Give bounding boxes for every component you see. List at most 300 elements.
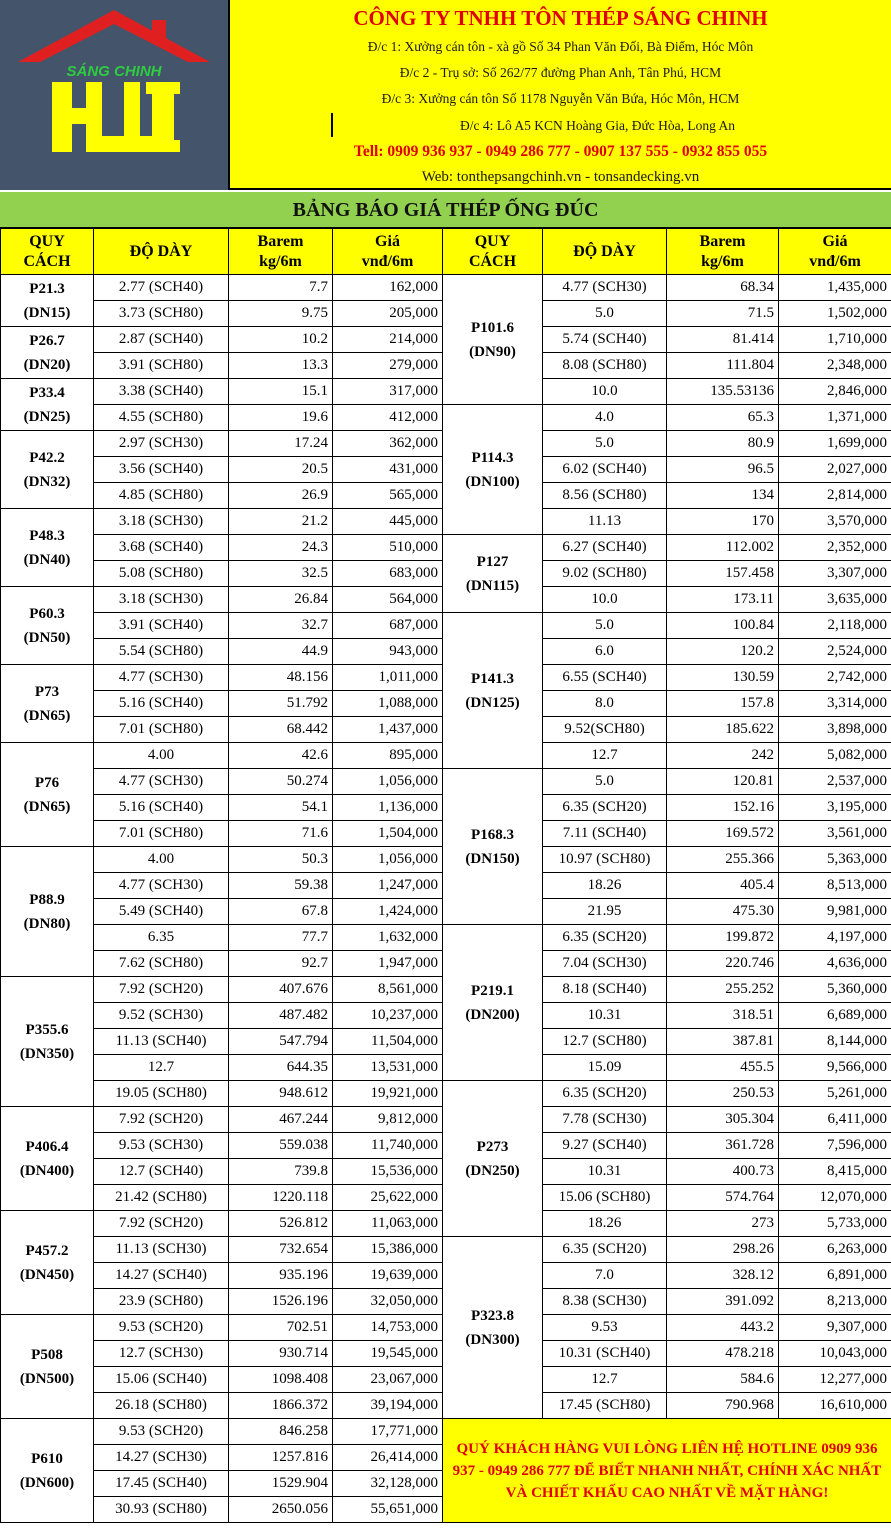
thickness-cell: 5.0 bbox=[543, 301, 667, 327]
barem-cell: 152.16 bbox=[667, 795, 779, 821]
price-cell: 2,814,000 bbox=[779, 483, 891, 509]
thickness-cell: 3.18 (SCH30) bbox=[94, 509, 229, 535]
thickness-cell: 15.06 (SCH40) bbox=[94, 1367, 229, 1393]
spec-cell bbox=[1, 665, 94, 743]
price-cell: 8,513,000 bbox=[779, 873, 891, 899]
spec-size: P406.4 bbox=[25, 1138, 69, 1155]
thickness-cell: 10.0 bbox=[543, 587, 667, 613]
thickness-cell: 7.92 (SCH20) bbox=[94, 1107, 229, 1133]
text-cursor bbox=[331, 113, 333, 137]
phone-line: Tell: 0909 936 937 - 0949 286 777 - 0907 137 555 - 0932 855 055 bbox=[353, 143, 768, 160]
barem-cell: 15.1 bbox=[229, 379, 333, 405]
price-cell: 362,000 bbox=[333, 431, 443, 457]
price-cell: 2,524,000 bbox=[779, 639, 891, 665]
thickness-cell: 11.13 (SCH40) bbox=[94, 1029, 229, 1055]
price-cell: 317,000 bbox=[333, 379, 443, 405]
spec-dn: (DN20) bbox=[23, 356, 71, 373]
barem-cell: 846.258 bbox=[229, 1419, 333, 1445]
barem-cell: 242 bbox=[667, 743, 779, 769]
spec-size: P273 bbox=[476, 1138, 509, 1155]
thickness-cell: 4.0 bbox=[543, 405, 667, 431]
price-cell: 1,056,000 bbox=[333, 847, 443, 873]
barem-cell: 50.3 bbox=[229, 847, 333, 873]
price-cell: 3,898,000 bbox=[779, 717, 891, 743]
header-spec: QUY CÁCH bbox=[1, 229, 94, 275]
spec-size: P60.3 bbox=[29, 605, 65, 622]
price-cell: 8,561,000 bbox=[333, 977, 443, 1003]
barem-cell: 391.092 bbox=[667, 1289, 779, 1315]
spec-size: P76 bbox=[34, 774, 60, 791]
barem-cell: 77.7 bbox=[229, 925, 333, 951]
barem-cell: 318.51 bbox=[667, 1003, 779, 1029]
spec-dn: (DN115) bbox=[465, 577, 520, 594]
spec-dn: (DN300) bbox=[465, 1331, 520, 1348]
spec-cell bbox=[1, 327, 94, 379]
spec-size: P88.9 bbox=[29, 891, 65, 908]
barem-cell: 547.794 bbox=[229, 1029, 333, 1055]
thickness-cell: 11.13 bbox=[543, 509, 667, 535]
thickness-cell: 8.18 (SCH40) bbox=[543, 977, 667, 1003]
thickness-cell: 19.05 (SCH80) bbox=[94, 1081, 229, 1107]
barem-cell: 644.35 bbox=[229, 1055, 333, 1081]
spec-cell bbox=[443, 275, 543, 405]
spec-dn: (DN50) bbox=[23, 629, 71, 646]
table-row bbox=[1, 925, 891, 951]
spec-cell bbox=[1, 847, 94, 977]
barem-cell: 790.968 bbox=[667, 1393, 779, 1419]
price-cell: 1,710,000 bbox=[779, 327, 891, 353]
barem-cell: 1866.372 bbox=[229, 1393, 333, 1419]
price-cell: 10,237,000 bbox=[333, 1003, 443, 1029]
price-cell: 39,194,000 bbox=[333, 1393, 443, 1419]
barem-cell: 1526.196 bbox=[229, 1289, 333, 1315]
thickness-cell: 18.26 bbox=[543, 1211, 667, 1237]
spec-size: P610 bbox=[31, 1450, 63, 1467]
price-cell: 2,742,000 bbox=[779, 665, 891, 691]
spec-cell bbox=[443, 613, 543, 769]
table-row bbox=[1, 535, 891, 561]
thickness-cell: 6.35 (SCH20) bbox=[543, 795, 667, 821]
thickness-cell: 7.62 (SCH80) bbox=[94, 951, 229, 977]
spec-cell bbox=[1, 587, 94, 665]
price-cell: 4,197,000 bbox=[779, 925, 891, 951]
thickness-cell: 9.52 (SCH30) bbox=[94, 1003, 229, 1029]
barem-cell: 157.8 bbox=[667, 691, 779, 717]
barem-cell: 1529.904 bbox=[229, 1471, 333, 1497]
price-cell: 7,596,000 bbox=[779, 1133, 891, 1159]
thickness-cell: 10.0 bbox=[543, 379, 667, 405]
thickness-cell: 12.7 bbox=[543, 1367, 667, 1393]
barem-cell: 26.84 bbox=[229, 587, 333, 613]
thickness-cell: 10.31 bbox=[543, 1003, 667, 1029]
barem-cell: 220.746 bbox=[667, 951, 779, 977]
thickness-cell: 5.54 (SCH80) bbox=[94, 639, 229, 665]
thickness-cell: 5.16 (SCH40) bbox=[94, 795, 229, 821]
spec-size: P323.8 bbox=[471, 1307, 514, 1324]
thickness-cell: 10.97 (SCH80) bbox=[543, 847, 667, 873]
barem-cell: 21.2 bbox=[229, 509, 333, 535]
price-cell: 510,000 bbox=[333, 535, 443, 561]
header-barem: Barem kg/6m bbox=[667, 229, 779, 275]
thickness-cell: 9.53 (SCH20) bbox=[94, 1315, 229, 1341]
price-cell: 10,043,000 bbox=[779, 1341, 891, 1367]
price-cell: 32,128,000 bbox=[333, 1471, 443, 1497]
spec-dn: (DN65) bbox=[23, 707, 71, 724]
barem-cell: 24.3 bbox=[229, 535, 333, 561]
spec-size: P508 bbox=[31, 1346, 63, 1363]
price-cell: 19,639,000 bbox=[333, 1263, 443, 1289]
thickness-cell: 23.9 (SCH80) bbox=[94, 1289, 229, 1315]
barem-cell: 42.6 bbox=[229, 743, 333, 769]
thickness-cell: 4.77 (SCH30) bbox=[94, 665, 229, 691]
thickness-cell: 18.26 bbox=[543, 873, 667, 899]
spec-size: P48.3 bbox=[29, 527, 65, 544]
price-table bbox=[0, 228, 891, 1523]
thickness-cell: 17.45 (SCH80) bbox=[543, 1393, 667, 1419]
price-cell: 5,360,000 bbox=[779, 977, 891, 1003]
header-thickness: ĐỘ DÀY bbox=[543, 229, 667, 275]
spec-size: P219.1 bbox=[471, 982, 514, 999]
logo-brand-text: SÁNG CHINH bbox=[66, 63, 162, 80]
barem-cell: 478.218 bbox=[667, 1341, 779, 1367]
thickness-cell: 9.53 (SCH20) bbox=[94, 1419, 229, 1445]
price-cell: 2,027,000 bbox=[779, 457, 891, 483]
price-cell: 5,363,000 bbox=[779, 847, 891, 873]
table-row bbox=[1, 405, 891, 431]
barem-cell: 130.59 bbox=[667, 665, 779, 691]
thickness-cell: 21.95 bbox=[543, 899, 667, 925]
barem-cell: 1257.816 bbox=[229, 1445, 333, 1471]
price-cell: 431,000 bbox=[333, 457, 443, 483]
price-cell: 564,000 bbox=[333, 587, 443, 613]
price-cell: 1,247,000 bbox=[333, 873, 443, 899]
thickness-cell: 8.38 (SCH30) bbox=[543, 1289, 667, 1315]
spec-dn: (DN500) bbox=[19, 1370, 75, 1387]
barem-cell: 19.6 bbox=[229, 405, 333, 431]
thickness-cell: 7.04 (SCH30) bbox=[543, 951, 667, 977]
thickness-cell: 10.31 bbox=[543, 1159, 667, 1185]
price-cell: 1,371,000 bbox=[779, 405, 891, 431]
price-cell: 1,136,000 bbox=[333, 795, 443, 821]
price-cell: 1,435,000 bbox=[779, 275, 891, 301]
price-cell: 15,536,000 bbox=[333, 1159, 443, 1185]
table-row bbox=[1, 769, 891, 795]
barem-cell: 112.002 bbox=[667, 535, 779, 561]
barem-cell: 157.458 bbox=[667, 561, 779, 587]
thickness-cell: 15.06 (SCH80) bbox=[543, 1185, 667, 1211]
spec-size: P26.7 bbox=[29, 332, 65, 349]
price-cell: 1,424,000 bbox=[333, 899, 443, 925]
barem-cell: 67.8 bbox=[229, 899, 333, 925]
thickness-cell: 21.42 (SCH80) bbox=[94, 1185, 229, 1211]
price-cell: 683,000 bbox=[333, 561, 443, 587]
barem-cell: 68.442 bbox=[229, 717, 333, 743]
barem-cell: 44.9 bbox=[229, 639, 333, 665]
thickness-cell: 4.00 bbox=[94, 743, 229, 769]
page-header bbox=[0, 0, 891, 192]
spec-size: P73 bbox=[34, 683, 60, 700]
spec-cell bbox=[1, 379, 94, 431]
barem-cell: 361.728 bbox=[667, 1133, 779, 1159]
thickness-cell: 5.08 (SCH80) bbox=[94, 561, 229, 587]
barem-cell: 48.156 bbox=[229, 665, 333, 691]
spec-size: P141.3 bbox=[471, 670, 514, 687]
thickness-cell: 4.77 (SCH30) bbox=[94, 769, 229, 795]
thickness-cell: 8.56 (SCH80) bbox=[543, 483, 667, 509]
thickness-cell: 3.68 (SCH40) bbox=[94, 535, 229, 561]
thickness-cell: 9.53 (SCH30) bbox=[94, 1133, 229, 1159]
price-cell: 11,063,000 bbox=[333, 1211, 443, 1237]
thickness-cell: 5.0 bbox=[543, 431, 667, 457]
price-cell: 1,632,000 bbox=[333, 925, 443, 951]
company-name: CÔNG TY TNHH TÔN THÉP SÁNG CHINH bbox=[353, 6, 768, 30]
price-cell: 11,504,000 bbox=[333, 1029, 443, 1055]
price-cell: 5,082,000 bbox=[779, 743, 891, 769]
price-cell: 12,277,000 bbox=[779, 1367, 891, 1393]
thickness-cell: 7.78 (SCH30) bbox=[543, 1107, 667, 1133]
barem-cell: 65.3 bbox=[667, 405, 779, 431]
barem-cell: 54.1 bbox=[229, 795, 333, 821]
price-cell: 19,545,000 bbox=[333, 1341, 443, 1367]
hotline-notice: QUÝ KHÁCH HÀNG VUI LÒNG LIÊN HỆ HOTLINE 0909 936 937 - 0949 286 777 ĐỂ BIẾT NHANH NHẤT, CHÍNH XÁC NHẤT VÀ CHIẾT KHẤU CAO NHẤT VỀ MẶT HÀNG! bbox=[443, 1419, 891, 1523]
thickness-cell: 15.09 bbox=[543, 1055, 667, 1081]
table-header-row bbox=[1, 229, 891, 275]
price-cell: 205,000 bbox=[333, 301, 443, 327]
barem-cell: 298.26 bbox=[667, 1237, 779, 1263]
price-cell: 565,000 bbox=[333, 483, 443, 509]
table-row bbox=[1, 1237, 891, 1263]
barem-cell: 20.5 bbox=[229, 457, 333, 483]
thickness-cell: 4.77 (SCH30) bbox=[543, 275, 667, 301]
spec-size: P114.3 bbox=[471, 449, 514, 466]
barem-cell: 68.34 bbox=[667, 275, 779, 301]
spec-cell bbox=[1, 1211, 94, 1315]
spec-dn: (DN450) bbox=[19, 1266, 75, 1283]
spec-size: P168.3 bbox=[471, 826, 514, 843]
price-cell: 214,000 bbox=[333, 327, 443, 353]
thickness-cell: 7.01 (SCH80) bbox=[94, 821, 229, 847]
thickness-cell: 6.35 (SCH20) bbox=[543, 1237, 667, 1263]
thickness-cell: 6.27 (SCH40) bbox=[543, 535, 667, 561]
spec-cell bbox=[1, 743, 94, 847]
spec-dn: (DN600) bbox=[19, 1474, 75, 1491]
barem-cell: 9.75 bbox=[229, 301, 333, 327]
price-cell: 13,531,000 bbox=[333, 1055, 443, 1081]
price-cell: 8,213,000 bbox=[779, 1289, 891, 1315]
barem-cell: 71.5 bbox=[667, 301, 779, 327]
thickness-cell: 6.35 (SCH20) bbox=[543, 1081, 667, 1107]
spec-cell bbox=[1, 1315, 94, 1419]
header-thickness: ĐỘ DÀY bbox=[94, 229, 229, 275]
barem-cell: 2650.056 bbox=[229, 1497, 333, 1523]
thickness-cell: 3.91 (SCH80) bbox=[94, 353, 229, 379]
price-cell: 9,812,000 bbox=[333, 1107, 443, 1133]
thickness-cell: 9.27 (SCH40) bbox=[543, 1133, 667, 1159]
spec-dn: (DN90) bbox=[469, 343, 516, 360]
barem-cell: 1098.408 bbox=[229, 1367, 333, 1393]
spec-dn: (DN15) bbox=[23, 304, 71, 321]
thickness-cell: 12.7 (SCH80) bbox=[543, 1029, 667, 1055]
barem-cell: 387.81 bbox=[667, 1029, 779, 1055]
barem-cell: 13.3 bbox=[229, 353, 333, 379]
spec-cell bbox=[1, 431, 94, 509]
thickness-cell: 4.77 (SCH30) bbox=[94, 873, 229, 899]
thickness-cell: 9.53 bbox=[543, 1315, 667, 1341]
price-cell: 1,947,000 bbox=[333, 951, 443, 977]
barem-cell: 170 bbox=[667, 509, 779, 535]
thickness-cell: 14.27 (SCH40) bbox=[94, 1263, 229, 1289]
spec-cell bbox=[443, 1237, 543, 1419]
table-row bbox=[1, 613, 891, 639]
price-cell: 55,651,000 bbox=[333, 1497, 443, 1523]
price-cell: 1,437,000 bbox=[333, 717, 443, 743]
table-row bbox=[1, 1081, 891, 1107]
thickness-cell: 5.49 (SCH40) bbox=[94, 899, 229, 925]
spec-dn: (DN350) bbox=[19, 1045, 75, 1062]
spec-dn: (DN200) bbox=[465, 1006, 520, 1023]
thickness-cell: 12.7 (SCH30) bbox=[94, 1341, 229, 1367]
price-cell: 1,056,000 bbox=[333, 769, 443, 795]
spec-cell bbox=[1, 275, 94, 327]
price-cell: 1,088,000 bbox=[333, 691, 443, 717]
price-cell: 3,195,000 bbox=[779, 795, 891, 821]
thickness-cell: 4.00 bbox=[94, 847, 229, 873]
thickness-cell: 9.52(SCH80) bbox=[543, 717, 667, 743]
barem-cell: 80.9 bbox=[667, 431, 779, 457]
thickness-cell: 3.56 (SCH40) bbox=[94, 457, 229, 483]
barem-cell: 100.84 bbox=[667, 613, 779, 639]
barem-cell: 584.6 bbox=[667, 1367, 779, 1393]
spec-size: P127 bbox=[476, 553, 509, 570]
barem-cell: 185.622 bbox=[667, 717, 779, 743]
price-cell: 19,921,000 bbox=[333, 1081, 443, 1107]
spec-cell bbox=[1, 509, 94, 587]
thickness-cell: 17.45 (SCH40) bbox=[94, 1471, 229, 1497]
barem-cell: 935.196 bbox=[229, 1263, 333, 1289]
barem-cell: 7.7 bbox=[229, 275, 333, 301]
spec-cell bbox=[1, 1107, 94, 1211]
price-cell: 5,733,000 bbox=[779, 1211, 891, 1237]
barem-cell: 255.366 bbox=[667, 847, 779, 873]
price-cell: 11,740,000 bbox=[333, 1133, 443, 1159]
price-cell: 3,635,000 bbox=[779, 587, 891, 613]
price-cell: 279,000 bbox=[333, 353, 443, 379]
price-cell: 445,000 bbox=[333, 509, 443, 535]
company-logo bbox=[0, 0, 228, 190]
barem-cell: 135.53136 bbox=[667, 379, 779, 405]
barem-cell: 526.812 bbox=[229, 1211, 333, 1237]
thickness-cell: 7.92 (SCH20) bbox=[94, 977, 229, 1003]
thickness-cell: 12.7 bbox=[94, 1055, 229, 1081]
thickness-cell: 5.0 bbox=[543, 769, 667, 795]
thickness-cell: 14.27 (SCH30) bbox=[94, 1445, 229, 1471]
thickness-cell: 4.85 (SCH80) bbox=[94, 483, 229, 509]
spec-cell bbox=[443, 925, 543, 1081]
barem-cell: 702.51 bbox=[229, 1315, 333, 1341]
price-cell: 412,000 bbox=[333, 405, 443, 431]
thickness-cell: 5.0 bbox=[543, 613, 667, 639]
address-2: Đ/c 2 - Trụ sở: Số 262/77 đường Phan Anh, Tân Phú, HCM bbox=[399, 65, 722, 80]
thickness-cell: 3.73 (SCH80) bbox=[94, 301, 229, 327]
header-price: Giá vnđ/6m bbox=[779, 229, 891, 275]
barem-cell: 405.4 bbox=[667, 873, 779, 899]
price-cell: 2,352,000 bbox=[779, 535, 891, 561]
thickness-cell: 3.18 (SCH30) bbox=[94, 587, 229, 613]
company-info bbox=[228, 0, 891, 190]
price-cell: 9,307,000 bbox=[779, 1315, 891, 1341]
spec-cell bbox=[443, 769, 543, 925]
thickness-cell: 2.87 (SCH40) bbox=[94, 327, 229, 353]
price-cell: 23,067,000 bbox=[333, 1367, 443, 1393]
price-cell: 17,771,000 bbox=[333, 1419, 443, 1445]
spec-cell bbox=[443, 535, 543, 613]
table-body bbox=[1, 275, 891, 1523]
website-line: Web: tonthepsangchinh.vn - tonsandecking.vn bbox=[421, 169, 700, 185]
thickness-cell: 6.02 (SCH40) bbox=[543, 457, 667, 483]
barem-cell: 169.572 bbox=[667, 821, 779, 847]
price-cell: 3,570,000 bbox=[779, 509, 891, 535]
barem-cell: 255.252 bbox=[667, 977, 779, 1003]
thickness-cell: 3.38 (SCH40) bbox=[94, 379, 229, 405]
spec-dn: (DN80) bbox=[23, 915, 71, 932]
spec-cell bbox=[443, 1081, 543, 1237]
price-cell: 2,537,000 bbox=[779, 769, 891, 795]
barem-cell: 71.6 bbox=[229, 821, 333, 847]
barem-cell: 26.9 bbox=[229, 483, 333, 509]
thickness-cell: 4.55 (SCH80) bbox=[94, 405, 229, 431]
spec-size: P457.2 bbox=[25, 1242, 69, 1259]
thickness-cell: 8.08 (SCH80) bbox=[543, 353, 667, 379]
barem-cell: 96.5 bbox=[667, 457, 779, 483]
price-cell: 6,689,000 bbox=[779, 1003, 891, 1029]
address-4: Đ/c 4: Lô A5 KCN Hoàng Gia, Đức Hòa, Long An bbox=[460, 118, 736, 133]
barem-cell: 92.7 bbox=[229, 951, 333, 977]
address-1: Đ/c 1: Xưởng cán tôn - xà gồ Số 34 Phan Văn Đối, Bà Điểm, Hóc Môn bbox=[367, 39, 754, 54]
price-cell: 5,261,000 bbox=[779, 1081, 891, 1107]
barem-cell: 443.2 bbox=[667, 1315, 779, 1341]
thickness-cell: 6.35 (SCH20) bbox=[543, 925, 667, 951]
barem-cell: 120.2 bbox=[667, 639, 779, 665]
price-cell: 16,610,000 bbox=[779, 1393, 891, 1419]
house-logo-icon bbox=[0, 0, 228, 190]
barem-cell: 17.24 bbox=[229, 431, 333, 457]
barem-cell: 559.038 bbox=[229, 1133, 333, 1159]
barem-cell: 32.7 bbox=[229, 613, 333, 639]
barem-cell: 455.5 bbox=[667, 1055, 779, 1081]
price-cell: 162,000 bbox=[333, 275, 443, 301]
barem-cell: 305.304 bbox=[667, 1107, 779, 1133]
price-cell: 9,566,000 bbox=[779, 1055, 891, 1081]
barem-cell: 487.482 bbox=[229, 1003, 333, 1029]
thickness-cell: 9.02 (SCH80) bbox=[543, 561, 667, 587]
price-cell: 6,891,000 bbox=[779, 1263, 891, 1289]
thickness-cell: 2.77 (SCH40) bbox=[94, 275, 229, 301]
barem-cell: 328.12 bbox=[667, 1263, 779, 1289]
spec-size: P101.6 bbox=[471, 319, 514, 336]
thickness-cell: 6.55 (SCH40) bbox=[543, 665, 667, 691]
header-barem: Barem kg/6m bbox=[229, 229, 333, 275]
thickness-cell: 2.97 (SCH30) bbox=[94, 431, 229, 457]
spec-size: P42.2 bbox=[29, 449, 65, 466]
spec-dn: (DN25) bbox=[23, 408, 71, 425]
table-row bbox=[1, 275, 891, 301]
header-price: Giá vnđ/6m bbox=[333, 229, 443, 275]
barem-cell: 81.414 bbox=[667, 327, 779, 353]
spec-size: P33.4 bbox=[29, 384, 65, 401]
spec-dn: (DN250) bbox=[465, 1162, 520, 1179]
price-cell: 2,348,000 bbox=[779, 353, 891, 379]
spec-cell bbox=[443, 405, 543, 535]
